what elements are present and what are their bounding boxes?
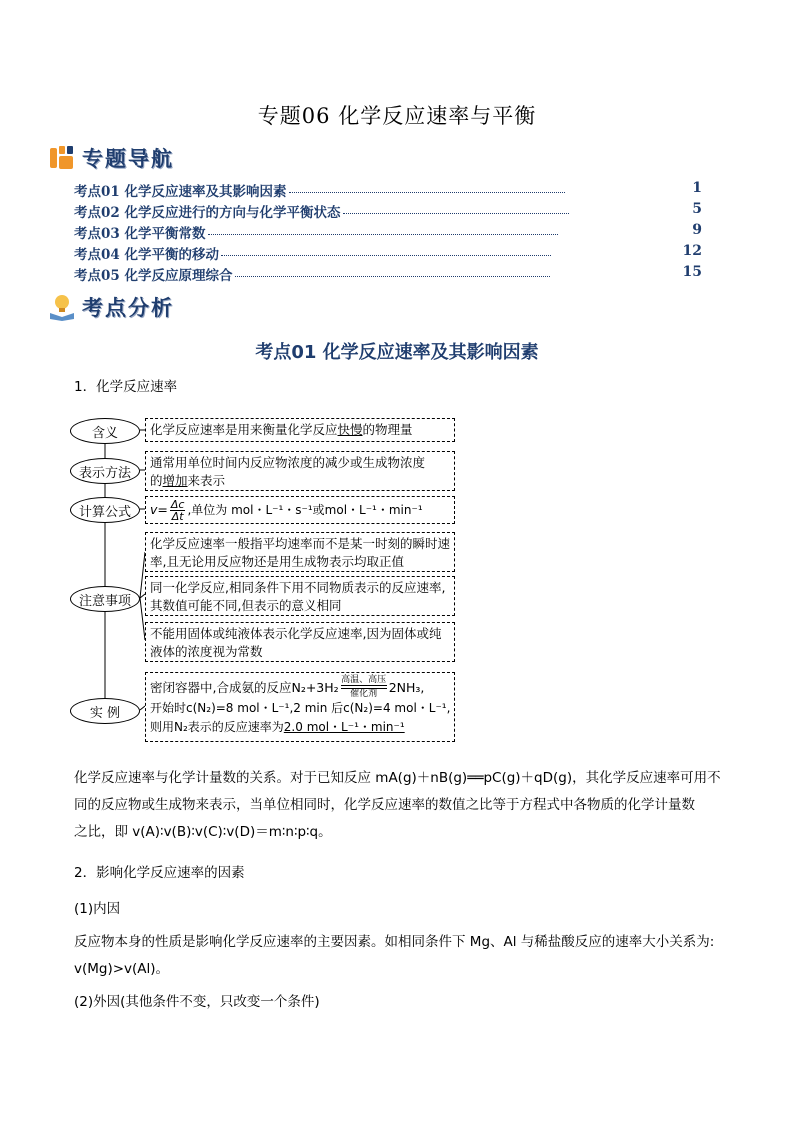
box-example <box>145 672 455 742</box>
section-title: 考点01 化学反应速率及其影响因素 <box>255 342 539 363</box>
sub-heading: (1)内因 <box>74 901 121 917</box>
subsection-heading: 2．影响化学反应速率的因素 <box>74 865 245 881</box>
box-note-1: 化学反应速率一般指平均速率而不是某一时刻的瞬时速率,且无论用反应物还是用生成物表示均取正值 <box>145 532 455 572</box>
text-underlined: 快慢 <box>337 422 363 437</box>
toc-page: 1 <box>692 180 702 196</box>
toc-dots <box>221 255 551 256</box>
formula-v: v= <box>150 502 168 517</box>
toc-page: 15 <box>682 264 702 280</box>
toc-label: 考点03 化学平衡常数 <box>74 226 206 242</box>
toc-page: 12 <box>682 243 702 259</box>
text: 化学反应速率是用来衡量化学反应 <box>150 422 338 437</box>
example-line-2: 开始时c(N₂)=8 mol・L⁻¹,2 min 后c(N₂)=4 mol・L⁻¹, <box>150 701 451 715</box>
toc-page: 5 <box>692 201 702 217</box>
text: 的 <box>150 473 163 488</box>
formula-unit: ,单位为 mol・L⁻¹・s⁻¹或mol・L⁻¹・min⁻¹ <box>187 503 423 517</box>
fraction-den: Δt <box>171 509 184 523</box>
text: 2NH₃, <box>388 679 425 695</box>
toc-page: 9 <box>692 222 702 238</box>
arrow-bottom: 催化剂 <box>350 689 378 699</box>
sub-heading: (2)外因(其他条件不变，只改变一个条件) <box>74 994 320 1010</box>
box-representation <box>145 451 455 491</box>
paragraph-line: 之比，即 v(A)∶v(B)∶v(C)∶v(D)＝m∶n∶p∶q。 <box>74 824 332 840</box>
box-note-2: 同一化学反应,相同条件下用不同物质表示的反应速率,其数值可能不同,但表示的意义相同 <box>145 576 455 616</box>
toc-item[interactable] <box>74 222 702 240</box>
fraction-num: Δc <box>170 497 185 511</box>
node-example: 实 例 <box>70 698 140 724</box>
toc-label: 考点01 化学反应速率及其影响因素 <box>74 184 287 200</box>
lightbulb-book-icon <box>48 293 76 321</box>
paragraph-line: 反应物本身的性质是影响化学反应速率的主要因素。如相同条件下 Mg、Al 与稀盐酸反应的速率大小关系为: <box>74 934 715 950</box>
node-formula: 计算公式 <box>70 497 140 523</box>
paragraph-line: 化学反应速率与化学计量数的关系。对于已知反应 mA(g)＋nB(g)══pC(g)＋qD(g)，其化学反应速率可用不 <box>74 770 721 786</box>
analysis-header <box>48 292 174 322</box>
box-meaning <box>145 418 455 442</box>
box-note-3: 不能用固体或纯液体表示化学反应速率,因为固体或纯液体的浓度视为常数 <box>145 622 455 662</box>
arrow-top: 高温、高压 <box>341 675 387 685</box>
guide-icon <box>48 144 76 172</box>
paragraph-line: 同的反应物或生成物来表示，当单位相同时，化学反应速率的数值之比等于方程式中各物质的化学计量数 <box>74 797 695 813</box>
node-notes: 注意事项 <box>70 586 140 612</box>
analysis-header-label: 考点分析 <box>82 296 174 320</box>
text: 来表示 <box>187 473 226 488</box>
node-meaning: 含义 <box>70 418 140 444</box>
toc-label: 考点02 化学反应进行的方向与化学平衡状态 <box>74 205 341 221</box>
toc-dots <box>289 192 565 193</box>
box-formula <box>145 496 455 524</box>
text: 通常用单位时间内反应物浓度的减少或生成物浓度 <box>150 455 426 470</box>
nav-header <box>48 143 174 173</box>
text-underlined: 增加 <box>162 473 188 488</box>
page-title: 专题06 化学反应速率与平衡 <box>257 104 537 128</box>
toc-dots <box>343 213 569 214</box>
toc-label: 考点05 化学反应原理综合 <box>74 268 233 284</box>
toc-dots <box>208 234 558 235</box>
text: 密闭容器中,合成氨的反应N₂+3H₂ <box>150 679 339 695</box>
toc-item[interactable] <box>74 180 702 198</box>
toc-item[interactable] <box>74 243 702 261</box>
nav-header-label: 专题导航 <box>82 147 174 171</box>
example-line-3 <box>150 718 450 737</box>
fraction <box>170 499 186 522</box>
node-representation: 表示方法 <box>70 458 140 484</box>
paragraph-line: v(Mg)>v(Al)。 <box>74 961 170 977</box>
toc-item[interactable] <box>74 201 702 219</box>
toc-dots <box>235 276 550 277</box>
example-line-1 <box>150 675 450 699</box>
text: 的物理量 <box>362 422 413 437</box>
text: 则用N₂表示的反应速率为 <box>150 720 284 734</box>
toc-item[interactable] <box>74 264 702 282</box>
concept-diagram <box>70 410 460 750</box>
toc-label: 考点04 化学平衡的移动 <box>74 247 219 263</box>
text-underlined: 2.0 mol・L⁻¹・min⁻¹ <box>283 720 405 734</box>
reaction-arrow <box>341 675 387 699</box>
subsection-heading: 1．化学反应速率 <box>74 379 178 395</box>
